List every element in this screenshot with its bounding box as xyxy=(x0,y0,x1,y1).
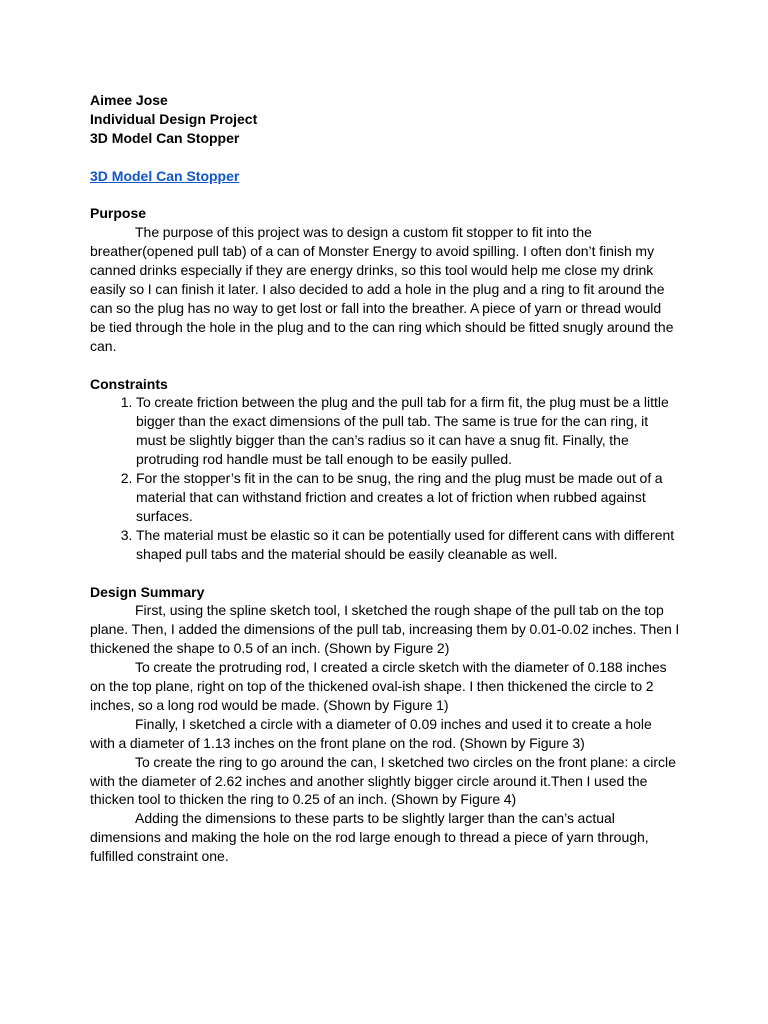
design-summary-paragraph-5: Adding the dimensions to these parts to be slightly larger than the can’s actual dimensions and making the hole on the rod large enough to thread a piece of yarn through, fulfilled constraint one. xyxy=(90,810,649,865)
design-summary-paragraph-4: To create the ring to go around the can, I sketched two circles on the front plane: a circle with the diameter of 2.62 inches and another slightly bigger circle around it.Then I used the thicken tool to thicken the ring to 0.25 of an inch. (Shown by Figure 4) xyxy=(90,753,676,808)
purpose-heading: Purpose xyxy=(90,205,147,222)
spacer xyxy=(90,564,680,583)
design-summary-paragraph-1: First, using the spline sketch tool, I sketched the rough shape of the pull tab on the top plane. Then, I added the dimensions of the pull tab, increasing them by 0.01-0.02 inches. Then I thickened the shape to 0.5 of an inch. (Shown by Figure 2) xyxy=(90,602,680,657)
constraint-item-2: 2. For the stopper’s fit in the can to be snug, the ring and the plug must be made out of a material that can withstand friction and creates a lot of friction when rubbed against surfaces. xyxy=(136,469,680,526)
spacer xyxy=(90,356,680,375)
spacer xyxy=(90,186,680,205)
project-link[interactable]: 3D Model Can Stopper xyxy=(90,167,240,184)
document-page xyxy=(90,91,680,866)
design-summary-paragraph-2: To create the protruding rod, I created a circle sketch with the diameter of 0.188 inches on the top plane, right on top of the thickened oval-ish shape. I then thickened the circle to 2 inches, so a long rod would be made. (Shown by Figure 1) xyxy=(90,659,667,713)
design-summary-paragraph-3: Finally, I sketched a circle with a diameter of 0.09 inches and used it to create a hole with a diameter of 1.13 inches on the front plane on the rod. (Shown by Figure 3) xyxy=(90,715,652,751)
project-title: 3D Model Can Stopper xyxy=(90,129,240,146)
constraints-list xyxy=(90,393,680,563)
author-name: Aimee Jose xyxy=(90,92,168,108)
design-summary-heading: Design Summary xyxy=(90,583,205,600)
constraints-heading: Constraints xyxy=(90,375,168,392)
constraint-item-3: 3. The material must be elastic so it can be potentially used for different cans with different shaped pull tabs and the material should be easily cleanable as well. xyxy=(136,526,680,564)
purpose-paragraph: The purpose of this project was to design a custom fit stopper to fit into the breather(opened pull tab) of a can of Monster Energy to avoid spilling. I often don’t finish my canned drinks especially if they are energy drinks, so this tool would help me close my drink easily so I can finish it later. I also decided to add a hole in the plug and a ring to fit around the can so the plug has no way to get lost or fall into the breather. A piece of yarn or thread would be tied through the hole in the plug and to the can ring which should be fitted snugly around the can. xyxy=(90,224,674,354)
constraint-item-1: 1. To create friction between the plug and the pull tab for a firm fit, the plug must be a little bigger than the exact dimensions of the pull tab. The same is true for the can ring, it must be slightly bigger than the can’s radius so it can have a snug fit. Finally, the protruding rod handle must be tall enough to be easily pulled. xyxy=(136,393,680,469)
course-name: Individual Design Project xyxy=(90,110,258,127)
spacer xyxy=(90,148,680,167)
